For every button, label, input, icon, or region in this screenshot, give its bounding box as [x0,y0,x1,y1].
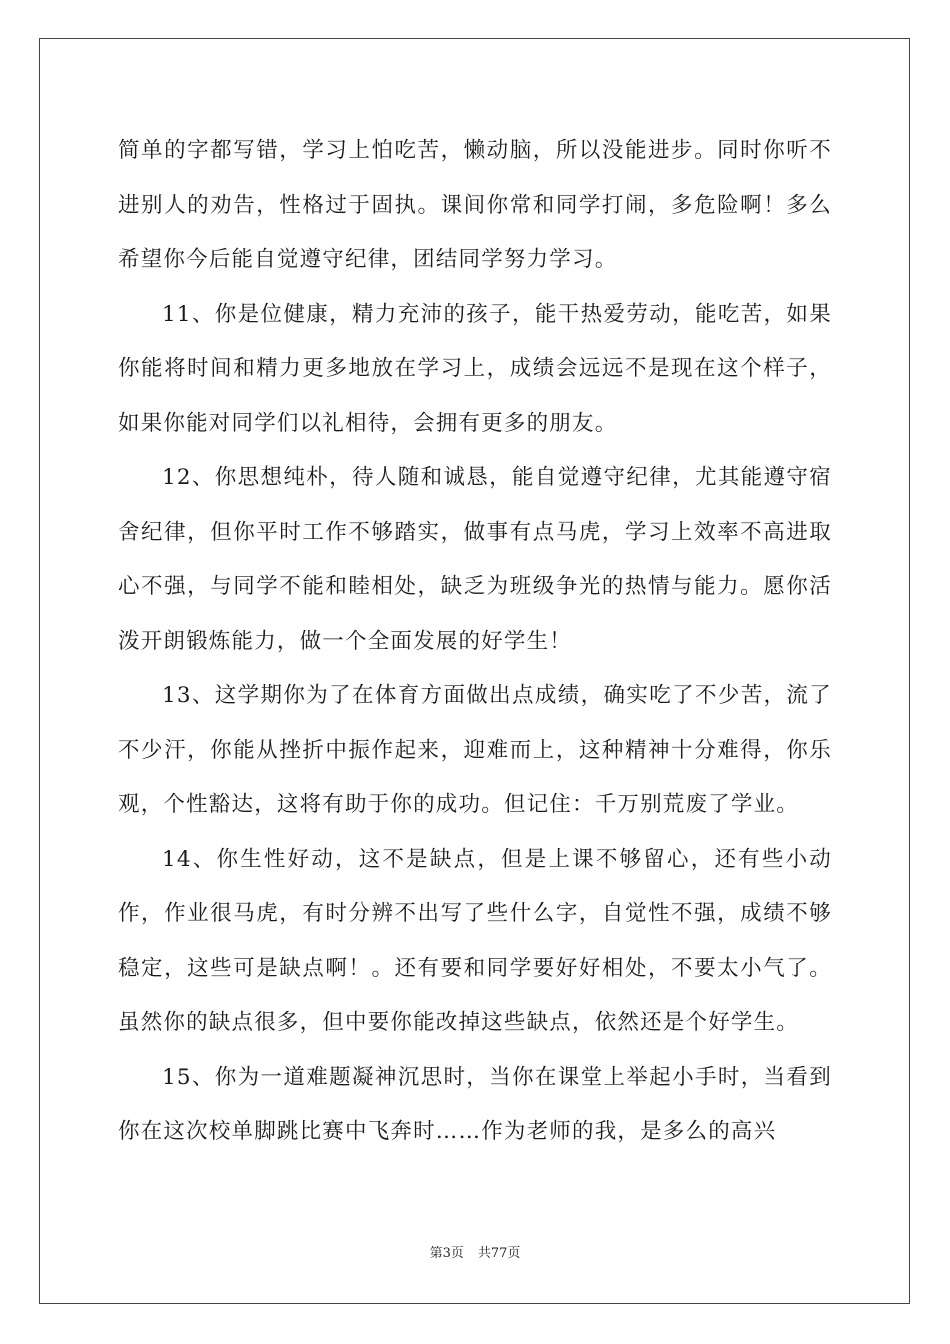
paragraph-item-15: 15、你为一道难题凝神沉思时，当你在课堂上举起小手时，当看到你在这次校单脚跳比赛中飞奔时……作为老师的我，是多么的高兴 [118,1064,832,1144]
current-page-label: 第3页 [429,1246,464,1261]
total-pages-label: 共77页 [477,1246,521,1261]
paragraph-item-12: 12、你思想纯朴，待人随和诚恳，能自觉遵守纪律，尤其能遵守宿舍纪律，但你平时工作不够踏实，做事有点马虎，学习上效率不高进取心不强，与同学不能和睦相处，缺乏为班级争光的热情与能力。愿你活泼开朗锻炼能力，做一个全面发展的好学生！ [118,465,832,654]
paragraph-continuation: 简单的字都写错，学习上怕吃苦，懒动脑，所以没能进步。同时你听不进别人的劝告，性格过于固执。课间你常和同学打闹，多危险啊！多么希望你今后能自觉遵守纪律，团结同学努力学习。 [118,138,832,272]
paragraph-item-14: 14、你生性好动，这不是缺点，但是上课不够留心，还有些小动作，作业很马虎，有时分辨不出写了些什么字，自觉性不强，成绩不够稳定，这些可是缺点啊！。还有要和同学要好好相处，不要太小气了。虽然你的缺点很多，但中要你能改掉这些缺点，依然还是个好学生。 [118,846,832,1035]
page-footer [0,1242,950,1261]
paragraph-item-11: 11、你是位健康，精力充沛的孩子，能干热爱劳动，能吃苦，如果你能将时间和精力更多地放在学习上，成绩会远远不是现在这个样子，如果你能对同学们以礼相待，会拥有更多的朋友。 [118,301,832,436]
paragraph-item-13: 13、这学期你为了在体育方面做出点成绩，确实吃了不少苦，流了不少汗，你能从挫折中振作起来，迎难而上，这种精神十分难得，你乐观，个性豁达，这将有助于你的成功。但记住：千万别荒废了学业。 [118,683,832,817]
document-body [118,124,832,1160]
